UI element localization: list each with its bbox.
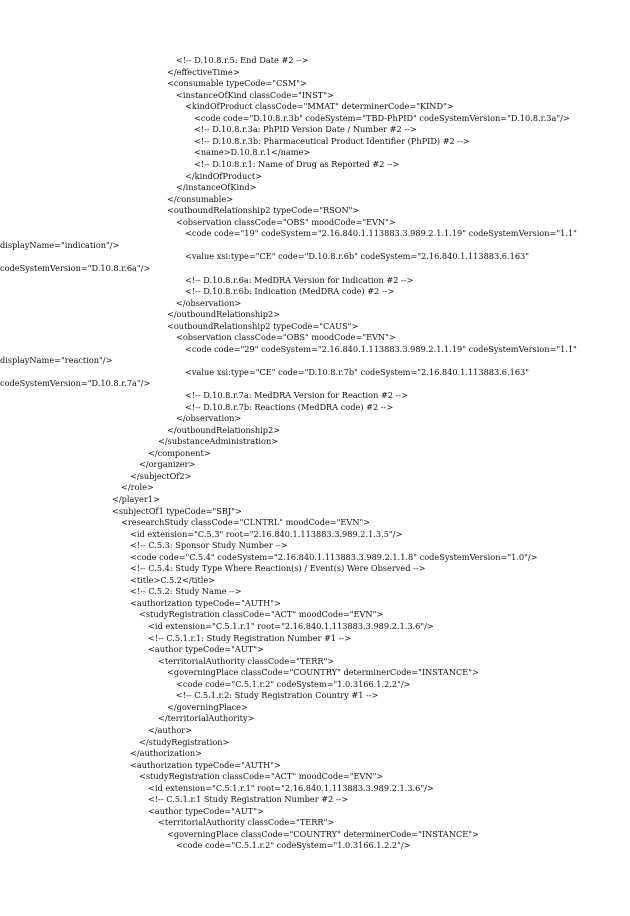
code-line: </authorization> [130, 748, 202, 758]
code-line: <governingPlace classCode="COUNTRY" determinerCode="INSTANCE"> [167, 667, 479, 678]
code-line: </subjectOf2> [130, 470, 192, 481]
code-line: </studyRegistration> [139, 736, 230, 747]
code-line: </observation> [176, 413, 242, 424]
code-line: <!-- C.5.1.r.1: Study Registration Number #1 --> [148, 632, 352, 643]
code-line: </outboundRelationship2> [167, 424, 281, 435]
code-line: </author> [148, 724, 193, 735]
code-line: <!-- C.5.1.r.1 Study Registration Number #2 --> [148, 794, 349, 805]
code-line: </observation> [176, 297, 242, 308]
code-line: </substanceAdministration> [158, 436, 279, 447]
code-line: <!-- C.5.3: Sponsor Study Number --> [130, 540, 288, 551]
code-line: <!-- D.10.8.r.6a: MedDRA Version for Indication #2 --> [185, 274, 414, 285]
code-line: </territorialAuthority> [158, 713, 255, 724]
code-line: </player1> [112, 493, 160, 504]
code-line: <author typeCode="AUT"> [148, 644, 264, 655]
code-line: <!-- C.5.4: Study Type Where Reaction(s) / Event(s) Were Observed --> [130, 563, 426, 574]
code-line: <code code="19" codeSystem="2.16.840.1.113883.3.989.2.1.1.19" codeSystemVersion="1.1" [185, 228, 577, 239]
code-line: </outboundRelationship2> [167, 309, 281, 320]
code-line: <author typeCode="AUT"> [148, 805, 264, 816]
code-line: <!-- C.5.2: Study Name --> [130, 586, 242, 597]
code-line: </consumable> [167, 193, 234, 204]
code-line: <kindOfProduct classCode="MMAT" determinerCode="KIND"> [185, 101, 454, 112]
code-line: <studyRegistration classCode="ACT" moodCode="EVN"> [139, 609, 384, 620]
code-line: <researchStudy classCode="CLNTRL" moodCode="EVN"> [121, 517, 371, 527]
code-line: </kindOfProduct> [185, 170, 263, 181]
code-line: <subjectOf1 typeCode="SBJ"> [112, 505, 242, 516]
code-line: </role> [121, 482, 154, 493]
code-line: <consumable typeCode="CSM"> [167, 78, 307, 89]
code-line: <governingPlace classCode="COUNTRY" determinerCode="INSTANCE"> [167, 828, 479, 839]
code-line: <outboundRelationship2 typeCode="RSON"> [167, 205, 360, 216]
code-line: <name>D.10.8.r.1</name> [194, 147, 311, 158]
code-line: <!-- D.10.8.r.6b: Indication (MedDRA code) #2 --> [185, 286, 395, 296]
code-line: <observation classCode="OBS" moodCode="EVN"> [176, 332, 396, 343]
code-line: codeSystemVersion="D.10.8.r.6a"/> [0, 262, 151, 273]
code-line: <territorialAuthority classCode="TERR"> [158, 817, 335, 828]
code-line: <territorialAuthority classCode="TERR"> [158, 655, 335, 666]
code-line: <id extension="C.5.3" root="2.16.840.1.113883.3.989.2.1.3.5"/> [130, 528, 403, 539]
code-line: </governingPlace> [167, 701, 248, 712]
code-line: </instanceOfKind> [176, 182, 257, 193]
code-line: <value xsi:type="CE" code="D.10.8.r.7b" codeSystem="2.16.840.1.113883.6.163" [185, 366, 530, 377]
code-line: displayName="indication"/> [0, 239, 120, 250]
code-line: <instanceOfKind classCode="INST"> [176, 89, 334, 100]
code-line: <id extension="C.5.1.r.1" root="2.16.840.1.113883.3.989.2.1.3.6"/> [148, 621, 434, 631]
code-line: <outboundRelationship2 typeCode="CAUS"> [167, 320, 359, 331]
code-line: <!-- C.5.1.r.2: Study Registration Country #1 --> [176, 690, 379, 701]
code-line: <authorization typeCode="AUTH"> [130, 759, 281, 770]
code-line: </component> [148, 447, 211, 458]
code-line: <!-- D.10.8.r.7a: MedDRA Version for Reaction #2 --> [185, 390, 409, 400]
code-line: <code code="C.5.1.r.2" codeSystem="1.0.3166.1.2.2"/> [176, 840, 411, 851]
code-line: <authorization typeCode="AUTH"> [130, 597, 281, 608]
code-line: <code code="C.5.1.r.2" codeSystem="1.0.3166.1.2.2"/> [176, 678, 411, 689]
code-line: <code code="D.10.8.r.3b" codeSystem="TBD-PhPID" codeSystemVersion="D.10.8.r.3a"/> [194, 112, 570, 123]
code-line: <id extension="C.5.1.r.1" root="2.16.840.1.113883.3.989.2.1.3.6"/> [148, 782, 434, 793]
code-line: <!-- D.10.8.r.5: End Date #2 --> [176, 55, 309, 65]
code-line: <code code="29" codeSystem="2.16.840.1.113883.3.989.2.1.1.19" codeSystemVersion="1.1" [185, 343, 577, 354]
code-line: <code code="C.5.4" codeSystem="2.16.840.1.113883.3.989.2.1.1.8" codeSystemVersion="1.0"/> [130, 551, 538, 562]
code-line: </organizer> [139, 459, 196, 470]
code-line: <!-- D.10.8.r.3a: PhPID Version Date / Number #2 --> [194, 124, 417, 135]
code-line: </effectiveTime> [167, 66, 240, 77]
code-line: <observation classCode="OBS" moodCode="EVN"> [176, 216, 396, 227]
code-line: <value xsi:type="CE" code="D.10.8.r.6b" codeSystem="2.16.840.1.113883.6.163" [185, 251, 530, 262]
code-line: displayName="reaction"/> [0, 355, 113, 366]
code-line: <!-- D.10.8.r.7b: Reactions (MedDRA code) #2 --> [185, 401, 394, 412]
code-line: <!-- D.10.8.r.1: Name of Drug as Reported #2 --> [194, 158, 400, 169]
code-line: codeSystemVersion="D.10.8.r.7a"/> [0, 378, 151, 389]
code-line: <studyRegistration classCode="ACT" moodCode="EVN"> [139, 771, 384, 782]
code-line: <title>C.5.2</title> [130, 574, 216, 585]
code-line: <!-- D.10.8.r.3b: Pharmaceutical Product Identifier (PhPID) #2 --> [194, 135, 470, 146]
